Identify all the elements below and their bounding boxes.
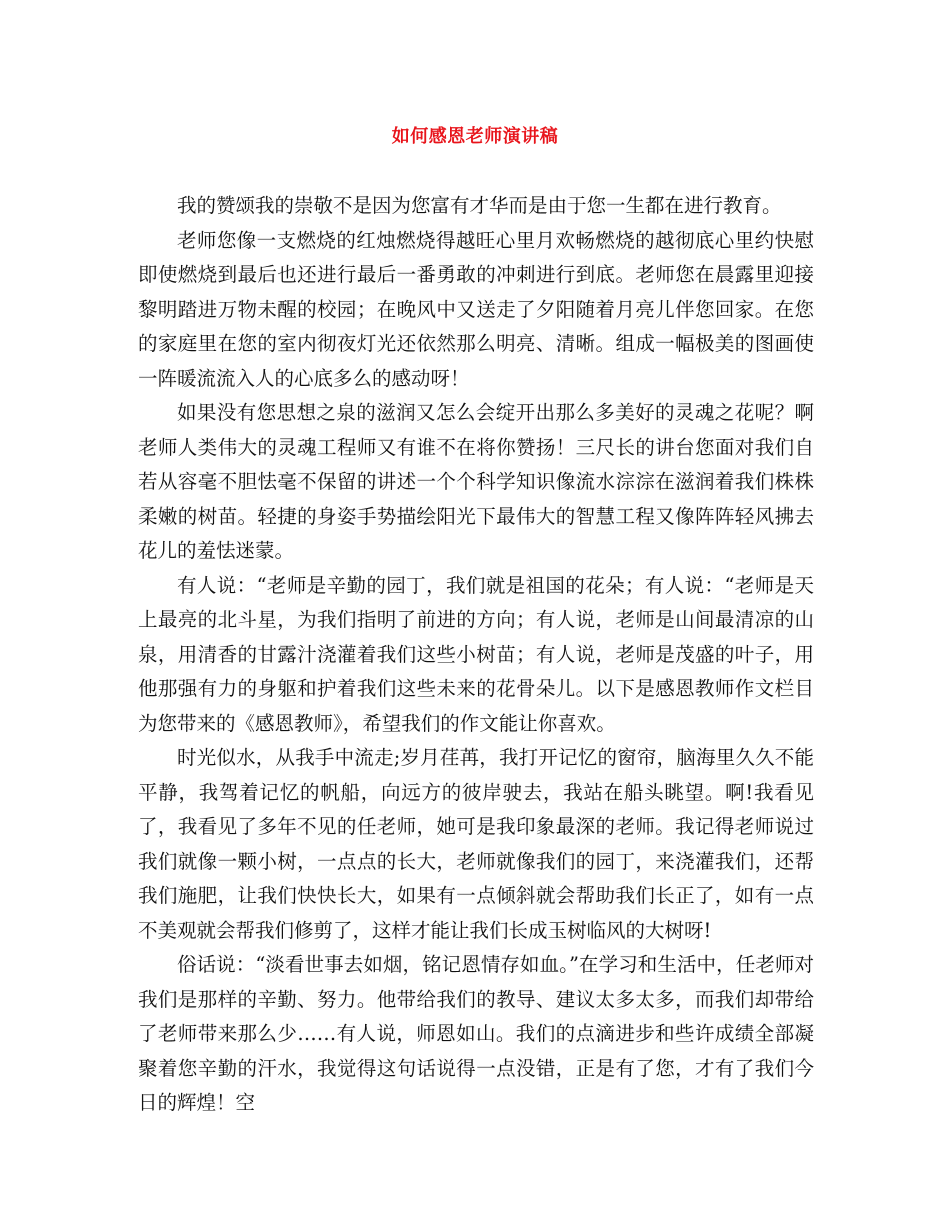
paragraph-3: 如果没有您思想之泉的滋润又怎么会绽开出那么多美好的灵魂之花呢？啊老师人类伟大的灵魂工程师又有谁不在将你赞扬！三尺长的讲台您面对我们自若从容毫不胆怯毫不保留的讲述一个个科学知识像流水淙淙在滋润着我们株株柔嫩的树苗。轻捷的身姿手势描绘阳光下最伟大的智慧工程又像阵阵轻风拂去花儿的羞怯迷蒙。 <box>138 401 814 562</box>
paragraph-1: 我的赞颂我的崇敬不是因为您富有才华而是由于您一生都在进行教育。 <box>177 194 782 217</box>
paragraph-2: 老师您像一支燃烧的红烛燃烧得越旺心里月欢畅燃烧的越彻底心里约快慰即使燃烧到最后也还进行最后一番勇敢的冲刺进行到底。老师您在晨露里迎接黎明踏进万物未醒的校园；在晚风中又送走了夕阳随着月亮儿伴您回家。在您的家庭里在您的室内彻夜灯光还依然那么明亮、清晰。组成一幅极美的图画使一阵暖流流入人的心底多么的感动呀！ <box>138 228 814 390</box>
paragraph-5: 时光似水，从我手中流走;岁月荏苒，我打开记忆的窗帘，脑海里久久不能平静，我驾着记忆的帆船，向远方的彼岸驶去，我站在船头眺望。啊!我看见了，我看见了多年不见的任老师，她可是我印象最深的老师。我记得老师说过我们就像一颗小树，一点点的长大，老师就像我们的园丁，来浇灌我们，还帮我们施肥，让我们快快长大，如果有一点倾斜就会帮助我们长正了，如有一点不美观就会帮我们修剪了，这样才能让我们长成玉树临风的大树呀! <box>138 746 814 942</box>
paragraph-6: 俗话说：“淡看世事去如烟，铭记恩情存如血。”在学习和生活中，任老师对我们是那样的辛勤、努力。他带给我们的教导、建议太多太多，而我们却带给了老师带来那么少……有人说，师恩如山。我们的点滴进步和些许成绩全部凝聚着您辛勤的汗水，我觉得这句话说得一点没错，正是有了您，才有了我们今日的辉煌！空 <box>138 953 814 1114</box>
document-body <box>138 189 814 1121</box>
document-title: 如何感恩老师演讲稿 <box>391 126 559 147</box>
paragraph-4: 有人说：“老师是辛勤的园丁，我们就是祖国的花朵；有人说：“老师是天上最亮的北斗星，为我们指明了前进的方向；有人说，老师是山间最清凉的山泉，用清香的甘露汁浇灌着我们这些小树苗；有人说，老师是茂盛的叶子，用他那强有力的身躯和护着我们这些未来的花骨朵儿。以下是感恩教师作文栏目为您带来的《感恩教师》，希望我们的作文能让你喜欢。 <box>138 573 814 735</box>
